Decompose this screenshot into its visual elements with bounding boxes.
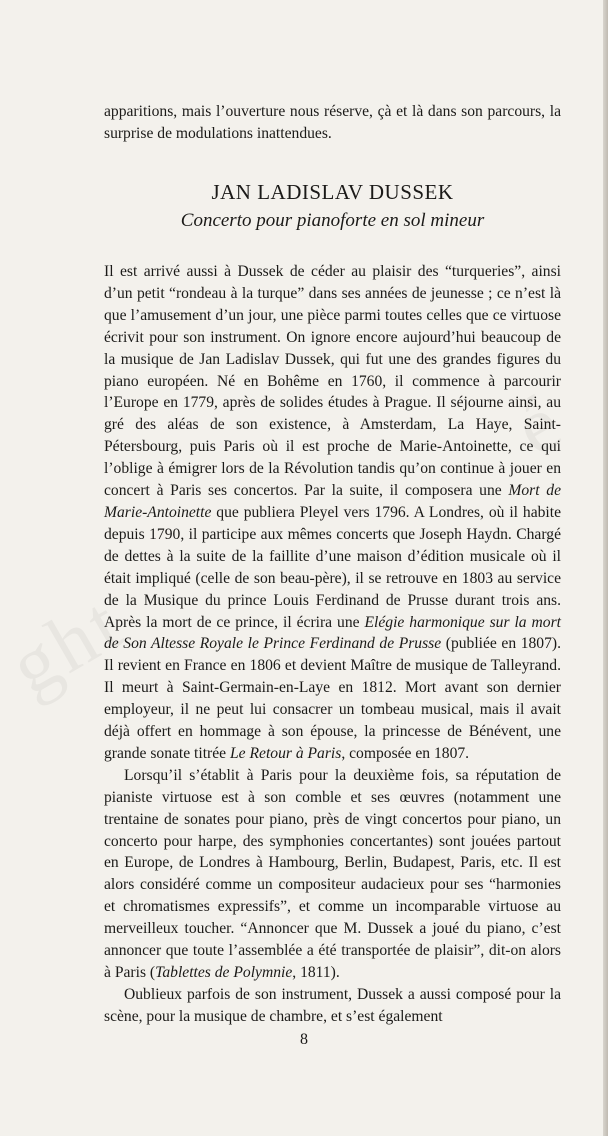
composer-heading: JAN LADISLAV DUSSEK [211,180,454,204]
work-title-italic: Le Retour à Paris [230,744,342,762]
body-text [104,261,561,1028]
work-title: Concerto pour pianoforte en sol mineur [180,210,485,231]
intro-text: apparitions, mais l’ouverture nous réserve, çà et là dans son parcours, la surprise de modulations inattendues. [104,103,561,142]
publication-title-italic: Tablettes de Polymnie [155,964,293,981]
paragraph-3: Oublieux parfois de son instrument, Dussek a aussi composé pour la scène, pour la musique de chambre, et s’est également [104,985,561,1025]
intro-paragraph [104,101,561,145]
page-edge [603,0,608,1136]
work-title-italic: Elégie harmonique sur la mort de Son Altesse Royale le Prince Ferdinand de Prusse [104,613,561,653]
page-number: 8 [300,1031,308,1048]
paragraph-1: Il est arrivé aussi à Dussek de céder au plaisir des “turqueries”, ainsi d’un petit “rondeau à la turque” dans ses années de jeunesse ; ce n’est là que l’amusement d’un jour, une pièce parmi toutes celles que ce virtuose écrivit pour son instrument. On ignore encore aujourd’hui beaucoup de la musique de Jan Ladislav Dussek, qui fut une des grandes figures du piano européen. Né en Bohême en 1760, il commence à parcourir l’Europe en 1779, après de solides études à Prague. Il séjourne ainsi, au gré des aléas de son existence, à Amsterdam, La Haye, Saint-Pétersbourg, puis Paris où il est proche de Marie-Antoinette, ce qui l’oblige à émigrer lors de la Révolution tandis qu’on continue à jouer en concert à Paris ses concertos. Par la suite, il composera une Mort de Marie-Antoinette que publiera Pleyel vers 1796. A Londres, où il habite depuis 1790, il participe aux mêmes concerts que Joseph Haydn. Chargé de dettes à la suite de la faillite d’une maison d’édition musicale où il était impliqué (celle de son beau-père), il se retrouve en 1803 au service de la Musique du prince Louis Ferdinand de Prusse durant trois ans. Après la mort de ce prince, il écrira une Elégie harmonique sur la mort de Son Altesse Royale le Prince Ferdinand de Prusse (publiée en 1807). Il revient en France en 1806 et devient Maître de musique de Talleyrand. Il meurt à Saint-Germain-en-Laye en 1812. Mort avant son dernier employeur, il ne peut lui consacrer un tombeau musical, mais il avait déjà offert en hommage à son épouse, la princesse de Bénévent, une grande sonate titrée Le Retour à Paris, composée en 1807. [104,263,561,762]
work-title-italic: Mort de Marie-Antoinette [104,482,561,521]
paragraph-2: Lorsqu’il s’établit à Paris pour la deuxième fois, sa réputation de pianiste virtuose est à son comble et ses œuvres (notamment une trentaine de sonates pour piano, près de vingt concertos pour piano, un concerto pour harpe, des symphonies concertantes) sont jouées partout en Europe, de Londres à Hambourg, Berlin, Budapest, Paris, etc. Il est alors considéré comme un compositeur audacieux pour ses “harmonies et chromatismes expressifs”, et comme un incomparable virtuose au merveilleux toucher. “Annoncer que M. Dussek a joué du piano, c’est annoncer que toute l’assemblée a été transportée de plaisir”, dit-on alors à Paris (Tablettes de Polymnie, 1811). [104,766,561,981]
